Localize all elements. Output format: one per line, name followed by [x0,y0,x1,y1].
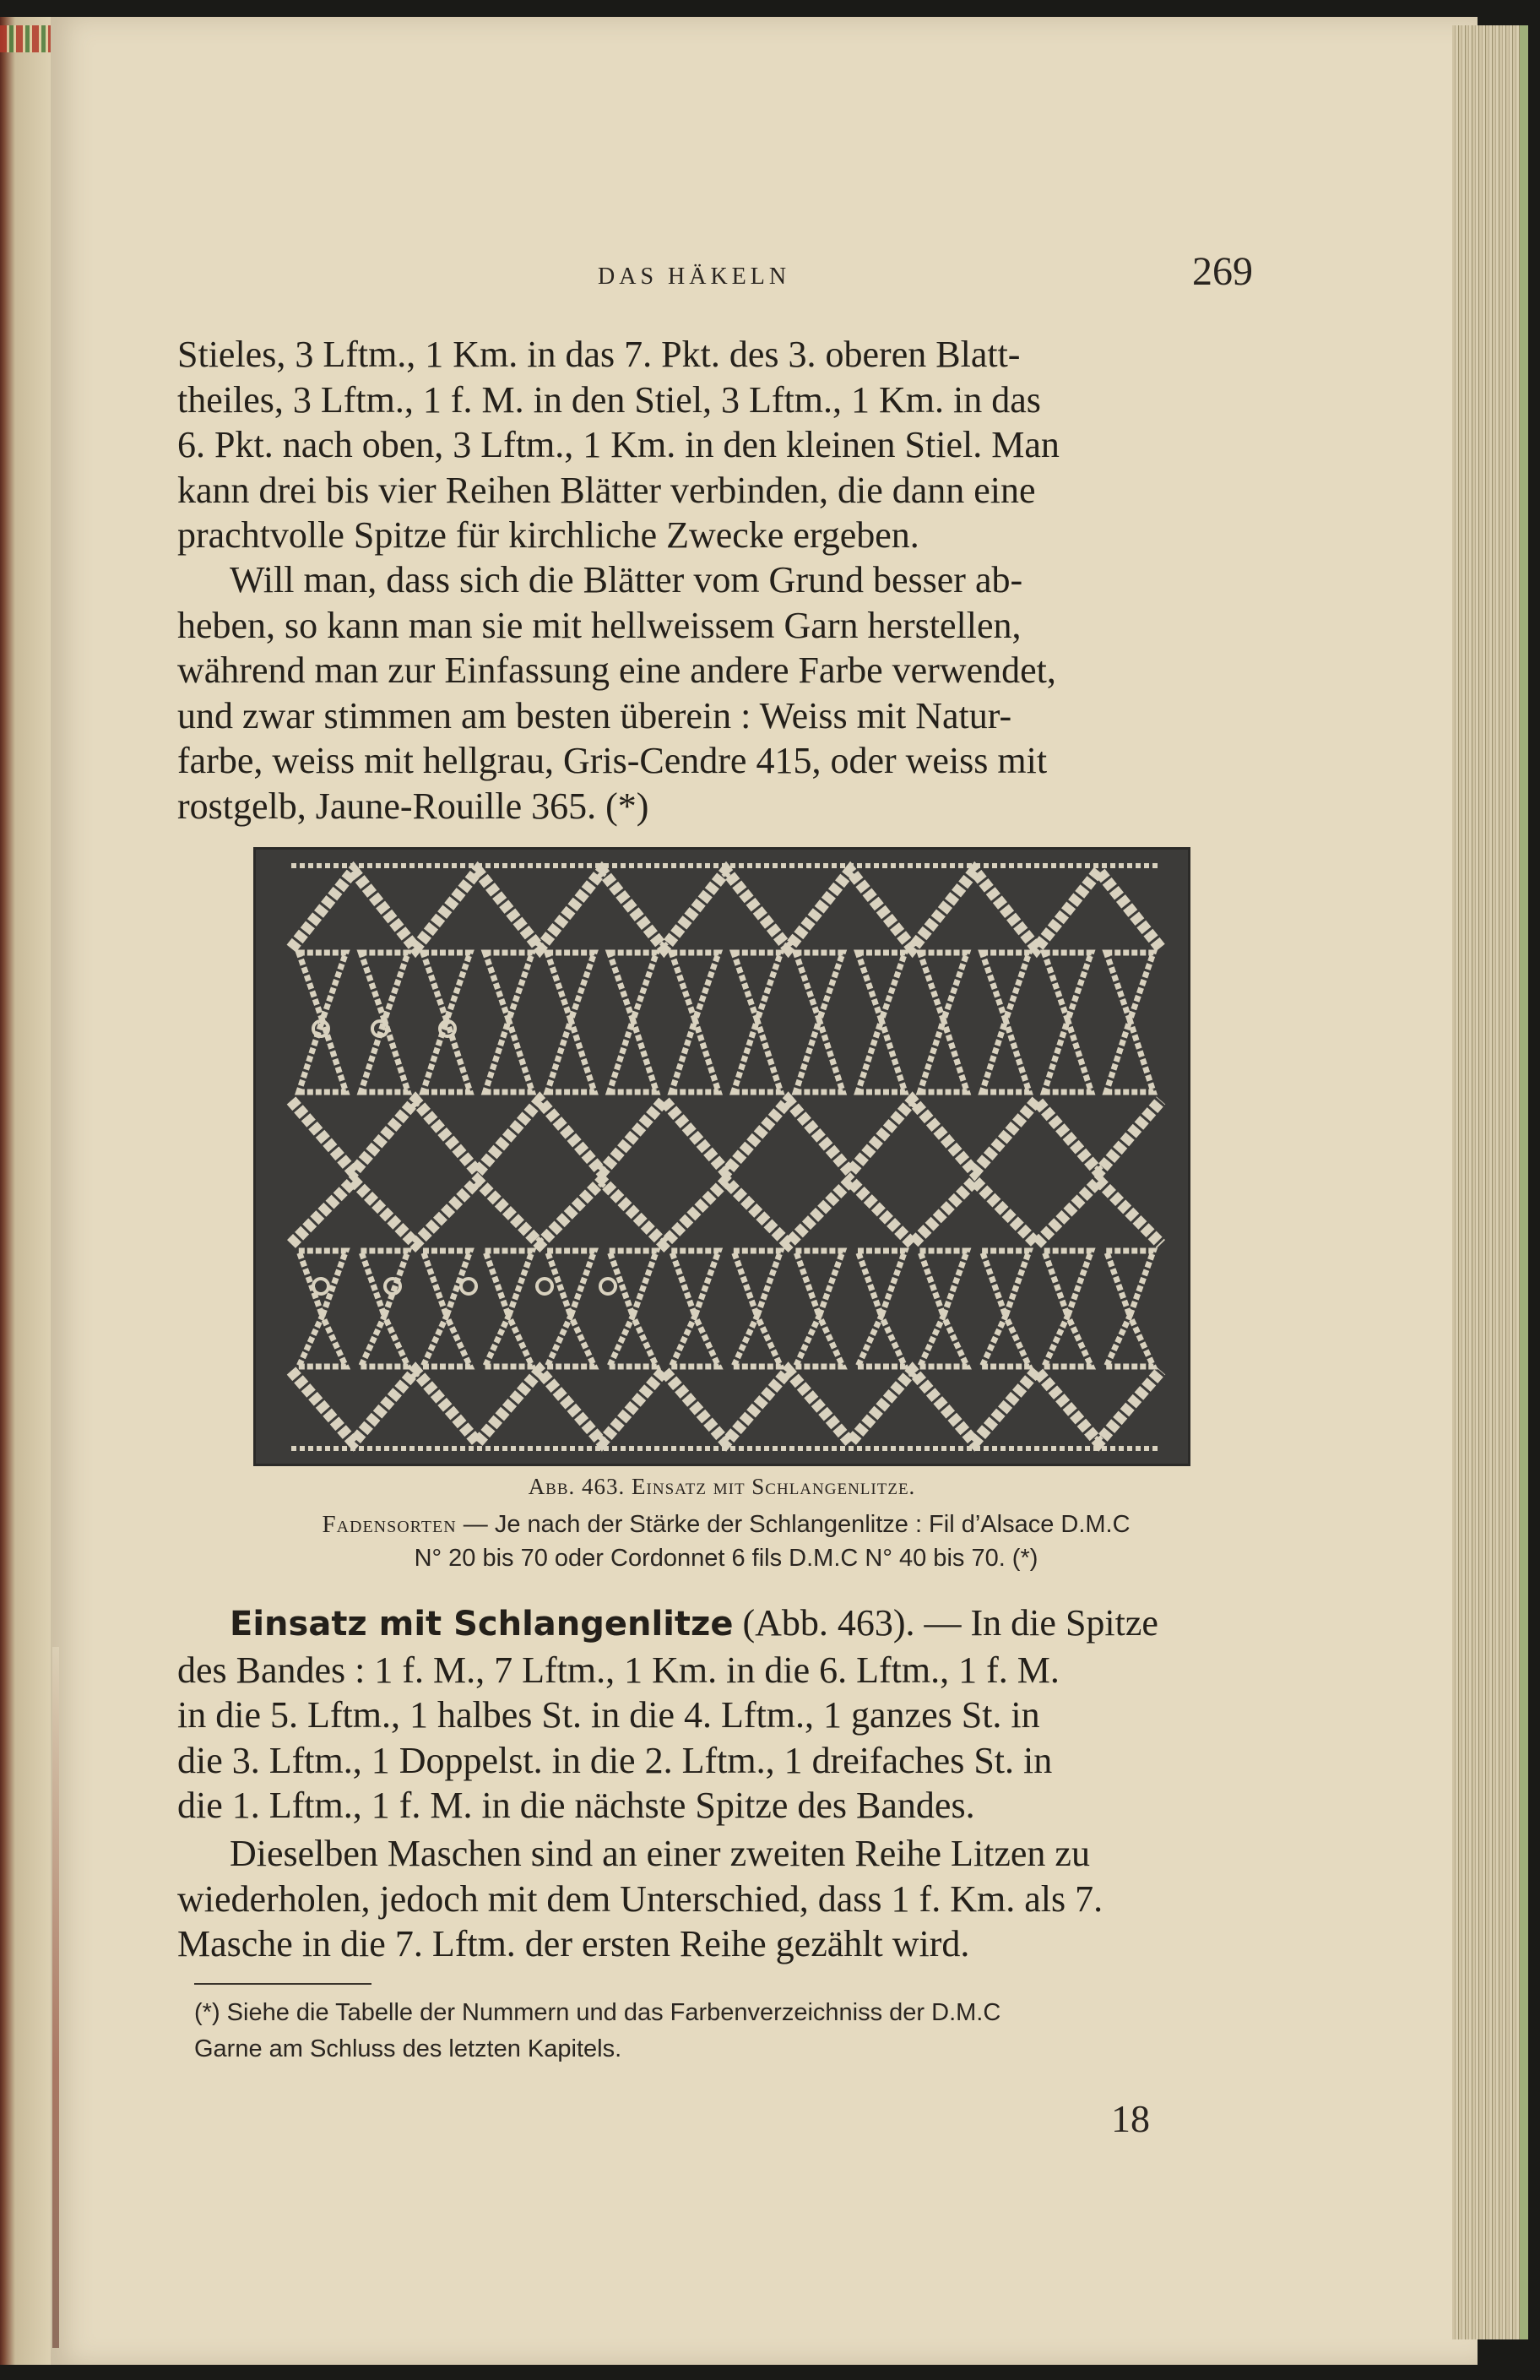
hourglass-motif [1106,1020,1153,1092]
serpentine-braid-row [291,1371,1161,1443]
hourglass-motif [1044,1316,1092,1367]
hourglass-motif [485,953,533,1020]
text-line: 6. Pkt. nach oben, 3 Lftm., 1 Km. in den kleinen Stiel. Man [177,424,1060,465]
hourglass-motif [1106,1316,1153,1367]
caption-line-1: — Je nach der Stärke der Schlangenlitze : Fil d’Alsace D.M.C [456,1511,1131,1538]
section-title: Einsatz mit Schlangenlitze [230,1605,734,1644]
page-header [0,245,1540,296]
crochet-rosette [461,1279,476,1294]
figure-caption-title [253,1474,1190,1500]
hourglass-motif [361,1020,408,1092]
hourglass-motif [423,1020,470,1092]
hourglass-motif [1044,1251,1092,1316]
hourglass-motif [858,1020,905,1092]
hourglass-motif [1106,953,1153,1020]
running-head: DAS HÄKELN [598,264,791,290]
hourglass-motif [920,1316,968,1367]
text-line: Stieles, 3 Lftm., 1 Km. in das 7. Pkt. des 3. oberen Blatt- [177,334,1021,375]
hourglass-motif [858,1316,905,1367]
hourglass-motif [1044,953,1092,1020]
hourglass-motif [299,1251,346,1316]
hourglass-motif [671,1316,718,1367]
hourglass-motif [795,1020,843,1092]
hourglass-motif [795,1251,843,1316]
footnote [194,1995,1275,2068]
text-line: (Abb. 463). — In die Spitze [733,1602,1158,1644]
hourglass-motif [858,953,905,1020]
lace-pattern-graphic [253,847,1190,1466]
hourglass-motif [547,1251,594,1316]
page-edge-stain [52,1647,59,2348]
hourglass-motif [982,1020,1029,1092]
hourglass-motif [920,953,968,1020]
hourglass-motif [485,1020,533,1092]
hourglass-motif [485,1316,533,1367]
hourglass-motif [485,1251,533,1316]
hourglass-motif [982,1316,1029,1367]
paragraph-4 [177,1831,1266,1967]
lace-insertion-illustration [253,847,1190,1466]
text-line: heben, so kann man sie mit hellweissem Garn herstellen, [177,604,1022,646]
footnote-rule [194,1983,371,1985]
text-line: die 1. Lftm., 1 f. M. in die nächste Spitze des Bandes. [177,1785,975,1826]
hourglass-motif [299,1020,346,1092]
caption-label: Fadensorten [322,1511,457,1538]
hourglass-motif [547,1020,594,1092]
hourglass-motif [361,953,408,1020]
hourglass-motif [920,1020,968,1092]
hourglass-motif [1106,1251,1153,1316]
serpentine-braid-row [291,1100,1161,1172]
hourglass-motif [671,1251,718,1316]
caption-title-text: Abb. 463. Einsatz mit Schlangenlitze. [528,1474,916,1499]
text-line: Will man, dass sich die Blätter vom Grund besser ab- [230,559,1023,600]
hourglass-motif [982,953,1029,1020]
crochet-rosette [313,1279,328,1294]
crochet-rosette [600,1279,615,1294]
hourglass-motif [795,1316,843,1367]
hourglass-motif [610,953,657,1020]
text-line: wiederholen, jedoch mit dem Unterschied, dass 1 f. Km. als 7. [177,1877,1103,1920]
hourglass-motif [547,953,594,1020]
paragraph-3 [177,1600,1266,1828]
footnote-line: (*) Siehe die Tabelle der Nummern und das Farbenverzeichniss der D.M.C [194,1999,1001,2026]
page-number: 269 [1192,249,1253,294]
hourglass-motif [299,1316,346,1367]
hourglass-motif [361,1316,408,1367]
caption-line-2: N° 20 bis 70 oder Cordonnet 6 fils D.M.C N° 40 bis 70. (*) [414,1545,1038,1572]
hourglass-motif [1044,1020,1092,1092]
signature-mark: 18 [1111,2097,1150,2140]
hourglass-motif [671,1020,718,1092]
figure-caption-materials [211,1508,1241,1575]
text-line: theiles, 3 Lftm., 1 f. M. in den Stiel, 3 Lftm., 1 Km. in das [177,378,1041,421]
hourglass-motif [858,1251,905,1316]
page-block-edges [1452,25,1528,2339]
hourglass-motif [299,953,346,1020]
text-line: die 3. Lftm., 1 Doppelst. in die 2. Lftm., 1 dreifaches St. in [177,1739,1053,1781]
crochet-rosette [537,1279,552,1294]
hourglass-motif [734,1316,781,1367]
text-line: kann drei bis vier Reihen Blätter verbinden, die dann eine [177,469,1036,511]
text-line: in die 5. Lftm., 1 halbes St. in die 4. Lftm., 1 ganzes St. in [177,1694,1040,1736]
text-line: Dieselben Maschen sind an einer zweiten Reihe Litzen zu [230,1833,1090,1874]
text-line: während man zur Einfassung eine andere Farbe verwendet, [177,649,1056,691]
text-line: prachtvolle Spitze für kirchliche Zwecke ergeben. [177,514,919,556]
paragraph-1 [177,332,1266,558]
text-line: des Bandes : 1 f. M., 7 Lftm., 1 Km. in die 6. Lftm., 1 f. M. [177,1649,1060,1691]
paragraph-2 [177,557,1266,829]
hourglass-motif [547,1316,594,1367]
hourglass-motif [982,1251,1029,1316]
hourglass-motif [795,953,843,1020]
text-line: Masche in die 7. Lftm. der ersten Reihe gezählt wird. [177,1923,970,1964]
hourglass-motif [734,1020,781,1092]
hourglass-motif [920,1251,968,1316]
hourglass-motif [610,1316,657,1367]
footnote-line: Garne am Schluss des letzten Kapitels. [194,2035,622,2062]
serpentine-braid-row [291,1181,1161,1244]
hourglass-motif [423,953,470,1020]
hourglass-motif [610,1020,657,1092]
text-line: rostgelb, Jaune-Rouille 365. (*) [177,785,649,827]
hourglass-motif [423,1316,470,1367]
hourglass-motif [734,1251,781,1316]
text-line: farbe, weiss mit hellgrau, Gris-Cendre 415, oder weiss mit [177,740,1048,781]
serpentine-braid-row [291,871,1161,948]
hourglass-motif [734,953,781,1020]
hourglass-motif [671,953,718,1020]
text-line: und zwar stimmen am besten überein : Weiss mit Natur- [177,694,1012,736]
book-spine-edge [0,17,51,2365]
